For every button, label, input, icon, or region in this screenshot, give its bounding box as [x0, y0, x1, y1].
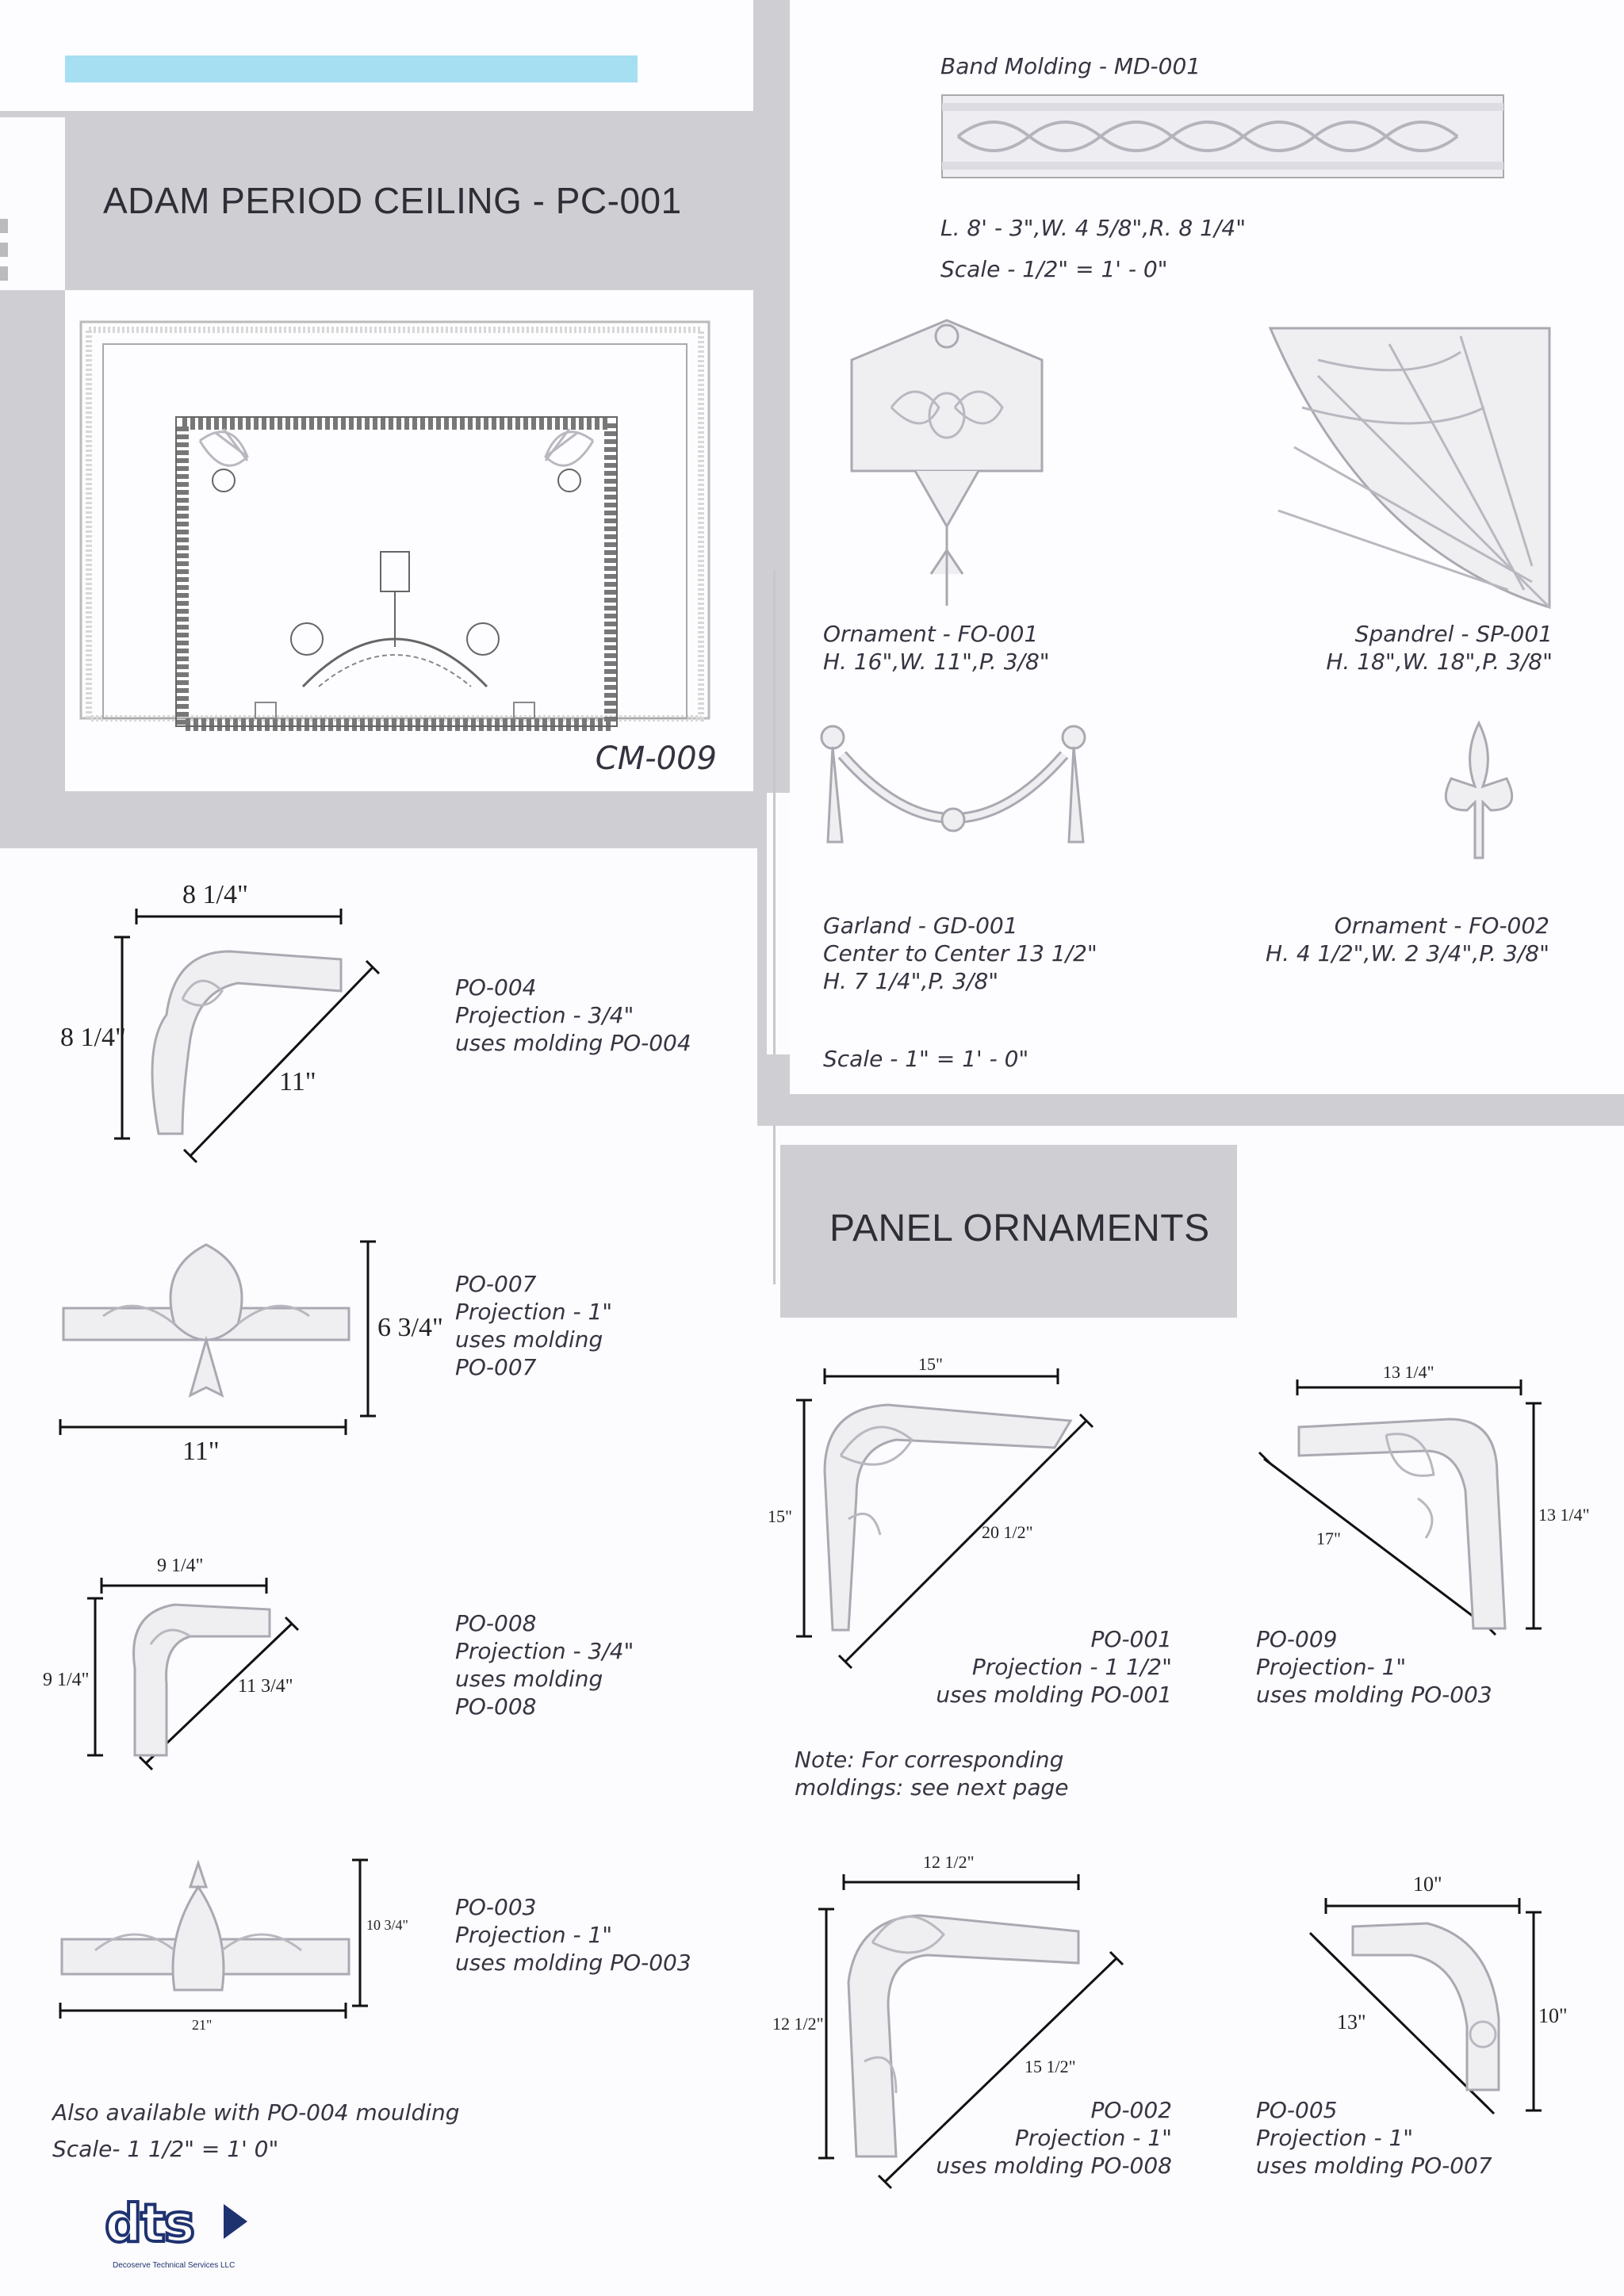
spandrel-spec: H. 18",W. 18",P. 3/8" — [1326, 649, 1553, 675]
band-molding-spec — [940, 208, 1246, 290]
po008-dim-width: 9 1/4" — [157, 1556, 204, 1576]
po007-dim-height: 6 3/4" — [377, 1313, 443, 1342]
right-band — [790, 1094, 1624, 1126]
po002-uses: uses molding PO-008 — [936, 2152, 1172, 2179]
po007-code: PO-007 — [455, 1271, 537, 1297]
panel-heading-box — [780, 1145, 1237, 1318]
note-line-2: moldings: see next page — [795, 1774, 1069, 1800]
ceiling-code: CM-009 — [595, 740, 717, 777]
po003-dim-width: 21" — [192, 2017, 213, 2033]
ornament-fo002-spec: H. 4 1/2",W. 2 3/4",P. 3/8" — [1266, 940, 1549, 966]
scale-right-top: Scale - 1" = 1' - 0" — [823, 1046, 1029, 1072]
title-box — [65, 117, 753, 290]
po003-drawing — [56, 1855, 404, 2045]
po005-dim-height: 10" — [1538, 2004, 1568, 2027]
dts-logo-arrow — [224, 2204, 247, 2239]
po009-code: PO-009 — [1256, 1626, 1338, 1652]
po004-dim-height: 8 1/4" — [60, 1023, 126, 1052]
po002-code: PO-002 — [1090, 2097, 1172, 2123]
po005-dim-width: 10" — [1413, 1873, 1442, 1896]
spandrel-name: Spandrel - SP-001 — [1354, 621, 1553, 647]
corresponding-note — [795, 1746, 1068, 1801]
dts-logo — [105, 2193, 263, 2275]
po009-dim-diagonal: 17" — [1316, 1529, 1341, 1548]
ceiling-drawing — [65, 290, 753, 791]
band-molding-title: Band Molding - MD-001 — [940, 53, 1201, 79]
po001-dim-width: 15" — [918, 1354, 943, 1374]
po005-label — [1256, 2096, 1492, 2179]
po007-projection: Projection - 1" — [455, 1299, 613, 1325]
po003-label — [455, 1893, 691, 1976]
po008-uses: uses molding — [455, 1666, 603, 1692]
po001-projection: Projection - 1 1/2" — [971, 1654, 1172, 1680]
po009-dim-height: 13 1/4" — [1538, 1505, 1590, 1525]
po008-uses-code: PO-008 — [455, 1693, 537, 1720]
po008-drawing — [87, 1573, 341, 1795]
page-title: ADAM PERIOD CEILING - PC-001 — [103, 180, 682, 221]
po008-code: PO-008 — [455, 1610, 537, 1636]
ornament-fo002-name: Ornament - FO-002 — [1334, 913, 1549, 939]
po005-dim-diagonal: 13" — [1337, 2011, 1366, 2034]
spandrel-label — [1326, 620, 1553, 675]
garland-name: Garland - GD-001 — [823, 913, 1018, 939]
spandrel-image — [1270, 328, 1549, 607]
po004-dim-width: 8 1/4" — [182, 880, 248, 909]
po003-dim-height: 10 3/4" — [366, 1917, 408, 1933]
po007-drawing — [56, 1237, 404, 1443]
band-molding-image — [942, 95, 1503, 178]
po002-dim-width: 12 1/2" — [923, 1852, 975, 1872]
po004-label — [455, 974, 691, 1057]
panel-ornaments-heading: PANEL ORNAMENTS — [829, 1207, 1210, 1249]
po008-label — [455, 1609, 634, 1720]
po001-label — [936, 1625, 1172, 1709]
right-band-left — [757, 1054, 790, 1126]
ornament-fo001-label — [823, 620, 1050, 675]
also-available-text: Also available with PO-004 moulding — [52, 2099, 460, 2126]
po009-dim-width: 13 1/4" — [1383, 1362, 1434, 1382]
po004-uses: uses molding PO-004 — [455, 1030, 691, 1056]
ornament-fo002-image — [1435, 723, 1522, 866]
po004-code: PO-004 — [455, 974, 537, 1001]
po009-uses: uses molding PO-003 — [1256, 1682, 1492, 1708]
dts-logo-tagline: Decoserve Technical Services LLC — [113, 2261, 236, 2270]
po002-dim-diagonal: 15 1/2" — [1025, 2057, 1076, 2076]
left-band — [0, 791, 757, 848]
po009-projection: Projection- 1" — [1256, 1654, 1407, 1680]
band-molding-dimensions: L. 8' - 3",W. 4 5/8",R. 8 1/4" — [940, 215, 1247, 241]
po002-projection: Projection - 1" — [1014, 2125, 1172, 2151]
garland-image — [818, 723, 1088, 858]
garland-center: Center to Center 13 1/2" — [823, 940, 1097, 966]
po008-projection: Projection - 3/4" — [455, 1638, 634, 1664]
po009-drawing — [1259, 1364, 1561, 1633]
dts-logo-text: dts — [105, 2193, 194, 2254]
scale-left-text: Scale- 1 1/2" = 1' 0" — [52, 2136, 279, 2162]
po005-code: PO-005 — [1256, 2097, 1338, 2123]
accent-bar — [65, 55, 638, 82]
po003-uses: uses molding PO-003 — [455, 1950, 691, 1976]
po004-projection: Projection - 3/4" — [455, 1002, 634, 1028]
ceiling-panel — [65, 290, 753, 791]
po005-projection: Projection - 1" — [1256, 2125, 1414, 2151]
po002-dim-height: 12 1/2" — [772, 2014, 824, 2034]
also-available-note — [52, 2095, 460, 2168]
po004-drawing — [111, 904, 381, 1205]
po003-projection: Projection - 1" — [455, 1922, 613, 1948]
po002-label — [936, 2096, 1172, 2179]
po001-dim-diagonal: 20 1/2" — [982, 1522, 1033, 1542]
ornament-fo001-spec: H. 16",W. 11",P. 3/8" — [823, 649, 1050, 675]
ornament-fo001-name: Ornament - FO-001 — [823, 621, 1039, 647]
vertical-divider-lower — [757, 793, 767, 1054]
band-molding-scale: Scale - 1/2" = 1' - 0" — [940, 256, 1168, 282]
po003-code: PO-003 — [455, 1894, 537, 1920]
po007-label — [455, 1270, 612, 1381]
vertical-divider — [753, 0, 790, 793]
thin-divider — [773, 571, 776, 1284]
garland-spec: H. 7 1/4",P. 3/8" — [823, 968, 999, 994]
po007-dim-width: 11" — [182, 1437, 220, 1466]
po008-dim-height: 9 1/4" — [43, 1670, 90, 1690]
po007-uses-code: PO-007 — [455, 1354, 537, 1380]
po009-label — [1256, 1625, 1492, 1709]
po001-uses: uses molding PO-001 — [936, 1682, 1172, 1708]
left-gray-strip — [0, 290, 65, 791]
note-line-1: Note: For corresponding — [795, 1747, 1064, 1773]
po007-uses: uses molding — [455, 1326, 603, 1353]
po001-code: PO-001 — [1090, 1626, 1172, 1652]
ornament-fo001-image — [844, 312, 1050, 606]
ornament-fo002-label — [1266, 912, 1549, 967]
po008-dim-diagonal: 11 3/4" — [238, 1676, 293, 1697]
po005-uses: uses molding PO-007 — [1256, 2152, 1492, 2179]
po001-dim-height: 15" — [768, 1506, 792, 1526]
po004-dim-diagonal: 11" — [279, 1067, 316, 1096]
edge-marks — [0, 219, 8, 290]
garland-label — [823, 912, 1097, 995]
